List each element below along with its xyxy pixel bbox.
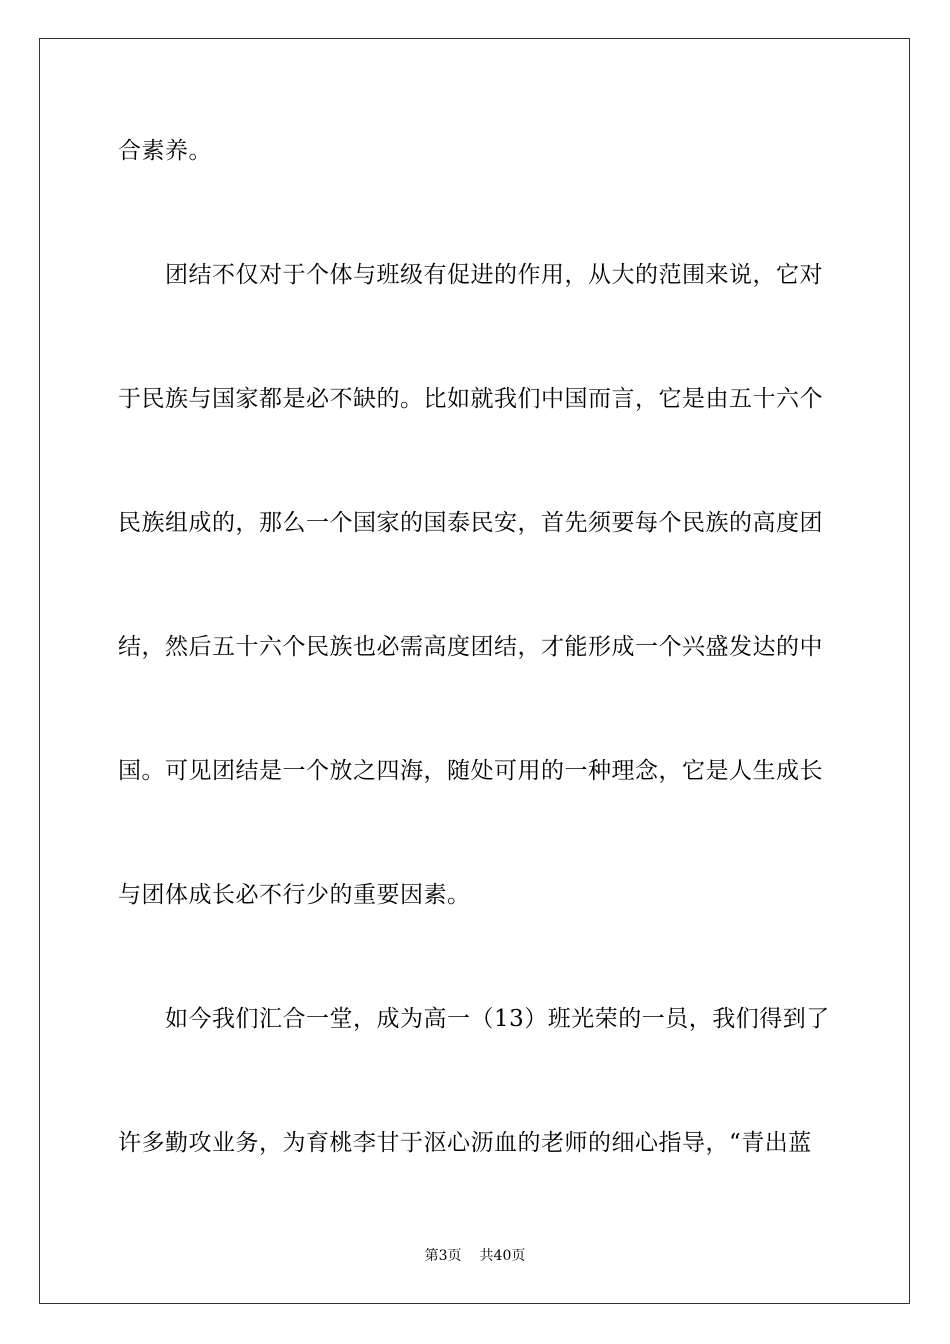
text-line: 合素养。 xyxy=(118,138,212,164)
text-line: 与团体成长必不行少的重要因素。 xyxy=(118,882,471,908)
text-line: 国。可见团结是一个放之四海，随处可用的一种理念，它是人生成长 xyxy=(118,758,823,784)
page-footer xyxy=(0,1246,950,1266)
page-border xyxy=(39,38,910,1304)
text-line: 于民族与国家都是必不缺的。比如就我们中国而言，它是由五十六个 xyxy=(118,386,823,412)
text-line: 许多勤攻业务，为育桃李甘于沤心沥血的老师的细心指导，“青出蓝 xyxy=(118,1130,812,1156)
text-line: 如今我们汇合一堂，成为高一（13）班光荣的一员，我们得到了 xyxy=(118,1006,830,1032)
text-line: 团结不仅对于个体与班级有促进的作用，从大的范围来说，它对 xyxy=(118,262,823,288)
text-line: 民族组成的，那么一个国家的国泰民安，首先须要每个民族的高度团 xyxy=(118,510,823,536)
page-total: 共40页 xyxy=(479,1248,526,1264)
text-line: 结，然后五十六个民族也必需高度团结，才能形成一个兴盛发达的中 xyxy=(118,634,823,660)
page-number: 第3页 xyxy=(424,1248,462,1264)
